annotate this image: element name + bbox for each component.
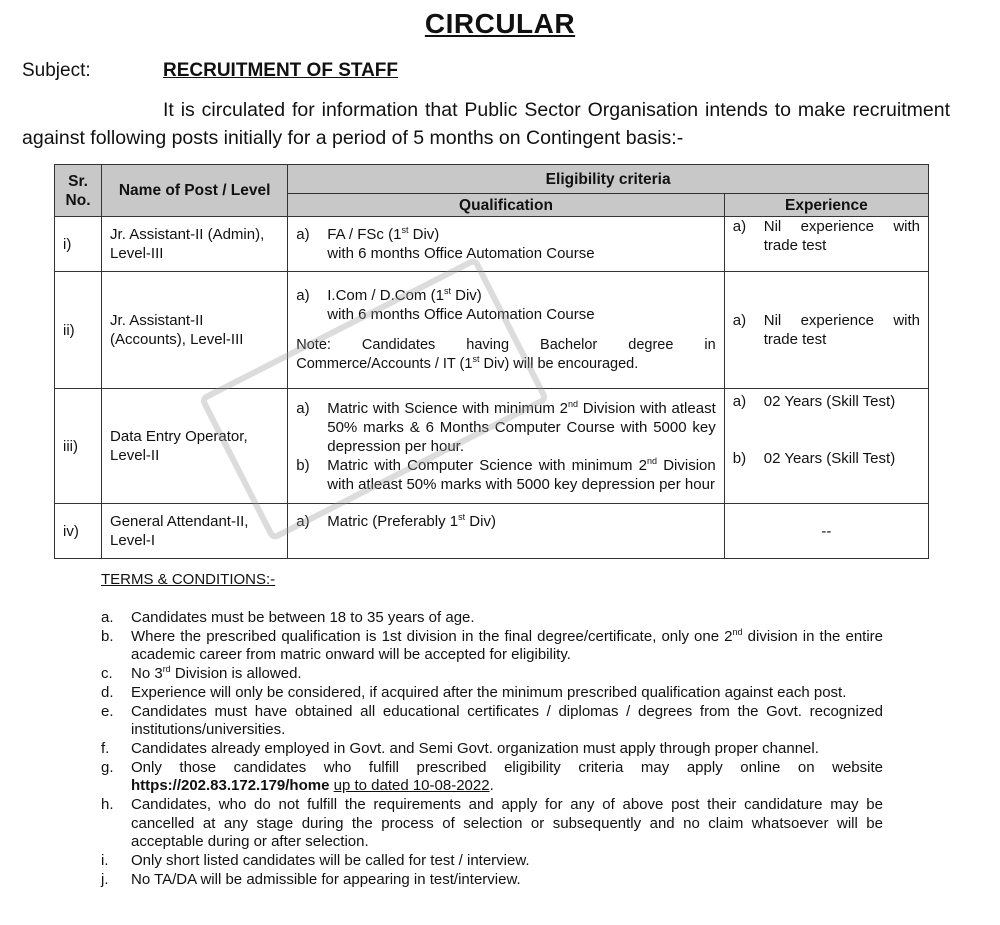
- subject-label: Subject:: [22, 60, 91, 81]
- row-post-name: General Attendant-II, Level-I: [102, 504, 288, 559]
- experience-item: [733, 449, 920, 468]
- table-row: [55, 389, 929, 504]
- row-qualification: [288, 504, 724, 559]
- term-label: a.: [101, 609, 114, 626]
- term-label: c.: [101, 665, 113, 683]
- table-row: [55, 272, 929, 389]
- term-item: [101, 740, 883, 759]
- header-eligibility: Eligibility criteria: [288, 165, 929, 194]
- item-label: a): [296, 399, 310, 417]
- item-text: Nil experience with trade test: [763, 312, 920, 348]
- item-label: b): [732, 450, 747, 467]
- row-qualification: [288, 217, 724, 272]
- item-text: Matric with Computer Science with minimum 2nd Division with atleast 50% marks with 5000 key depression per hour: [327, 455, 716, 493]
- row-sr: i): [55, 217, 102, 272]
- term-item: [101, 852, 883, 871]
- term-text: Experience will only be considered, if acquired after the minimum prescribed qualification against each post.: [131, 683, 847, 701]
- experience-item: [733, 311, 920, 349]
- term-item: [101, 665, 883, 684]
- term-item: [101, 703, 883, 740]
- term-item: [101, 796, 883, 852]
- term-label: g.: [101, 758, 114, 776]
- term-label: e.: [101, 702, 114, 720]
- header-post-name: Name of Post / Level: [102, 165, 288, 217]
- term-text: Only those candidates who fulfill prescribed eligibility criteria may apply online on website https://202.83.172.179/home up to dated 10-08-2022.: [131, 758, 883, 795]
- term-text: No 3rd Division is allowed.: [131, 664, 302, 683]
- qualification-item: [296, 512, 715, 531]
- row-post-name: Data Entry Operator, Level-II: [102, 389, 288, 504]
- terms-list: [101, 609, 883, 890]
- circular-title: CIRCULAR: [424, 8, 576, 39]
- term-text: Candidates, who do not fulfill the requirements and apply for any of above post their candidature may be cancelled at any stage during the process of selection or subsequently and no claim whatsoever will be acceptable during or after selection.: [131, 796, 883, 851]
- row-post-name: Jr. Assistant-II (Admin), Level-III: [102, 217, 288, 272]
- item-label: a): [732, 312, 747, 329]
- terms-heading: TERMS & CONDITIONS:-: [101, 571, 276, 588]
- qualification-item: [296, 286, 715, 324]
- application-website-link[interactable]: https://202.83.172.179/home: [131, 777, 330, 795]
- term-text: Candidates must be between 18 to 35 years of age.: [131, 609, 475, 626]
- qualification-item: [296, 225, 715, 263]
- term-text: Only short listed candidates will be called for test / interview.: [131, 852, 530, 870]
- term-text: No TA/DA will be admissible for appearing in test/interview.: [131, 870, 521, 888]
- term-text: Candidates must have obtained all educational certificates / diplomas / degrees from the Govt. recognized institutions/universities.: [131, 702, 883, 739]
- item-text: I.Com / D.Com (1st Div) with 6 months Office Automation Course: [327, 286, 595, 323]
- header-experience: Experience: [724, 194, 928, 217]
- item-label: a): [732, 393, 747, 410]
- item-label: a): [296, 226, 310, 243]
- deadline-text: up to dated 10-08-2022: [333, 777, 490, 795]
- table-header-row: [55, 165, 929, 194]
- item-label: a): [732, 218, 747, 235]
- experience-item: [733, 392, 920, 411]
- row-sr: iv): [55, 504, 102, 559]
- row-qualification: [288, 272, 724, 389]
- subject-text: RECRUITMENT OF STAFF: [163, 60, 399, 81]
- row-experience: [724, 217, 928, 272]
- table-row: [55, 217, 929, 272]
- term-item: [101, 684, 883, 703]
- item-text: 02 Years (Skill Test): [763, 393, 896, 410]
- term-text: Where the prescribed qualification is 1st division in the final degree/certificate, only one 2nd division in the entire academic career from matric onward will be accepted for eligibility.: [131, 626, 883, 664]
- qualification-item: [296, 456, 715, 494]
- row-experience: --: [724, 504, 928, 559]
- term-item: [101, 871, 883, 890]
- row-sr: iii): [55, 389, 102, 504]
- qualification-note: Note: Candidates having Bachelor degree in: [296, 337, 716, 353]
- table-row: [55, 504, 929, 559]
- qualification-note-cont: Commerce/Accounts / IT (1st Div) will be encouraged.: [296, 354, 639, 372]
- item-text: Matric with Science with minimum 2nd Division with atleast 50% marks & 6 Months Computer Course with 5000 key depression per hour.: [327, 398, 716, 455]
- experience-item: [733, 217, 920, 255]
- header-sr-no: Sr. No.: [55, 165, 102, 217]
- item-text: Matric (Preferably 1st Div): [327, 512, 496, 530]
- qualification-item: [296, 399, 715, 456]
- term-label: h.: [101, 796, 114, 814]
- row-experience: [724, 389, 928, 504]
- item-text: FA / FSc (1st Div) with 6 months Office Automation Course: [327, 225, 595, 262]
- header-qualification: Qualification: [288, 194, 724, 217]
- item-label: b): [296, 456, 310, 474]
- row-experience: [724, 272, 928, 389]
- intro-paragraph: It is circulated for information that Public Sector Organisation intends to make recruitment against following posts initially for a period of 5 months on Contingent basis:-: [22, 99, 950, 149]
- item-label: a): [296, 513, 310, 530]
- term-label: f.: [101, 739, 110, 757]
- term-item: [101, 628, 883, 665]
- row-sr: ii): [55, 272, 102, 389]
- term-label: j.: [101, 870, 109, 888]
- posts-table: [54, 164, 929, 559]
- term-label: d.: [101, 683, 114, 701]
- term-label: i.: [101, 852, 109, 870]
- term-item: [101, 609, 883, 628]
- row-post-name: Jr. Assistant-II (Accounts), Level-III: [102, 272, 288, 389]
- item-label: a): [296, 287, 310, 304]
- item-text: 02 Years (Skill Test): [763, 450, 896, 467]
- row-qualification: [288, 389, 724, 504]
- term-label: b.: [101, 627, 114, 645]
- term-text: Candidates already employed in Govt. and Semi Govt. organization must apply through proper channel.: [131, 739, 819, 757]
- item-text: Nil experience with trade test: [763, 218, 920, 254]
- term-item: [101, 759, 883, 796]
